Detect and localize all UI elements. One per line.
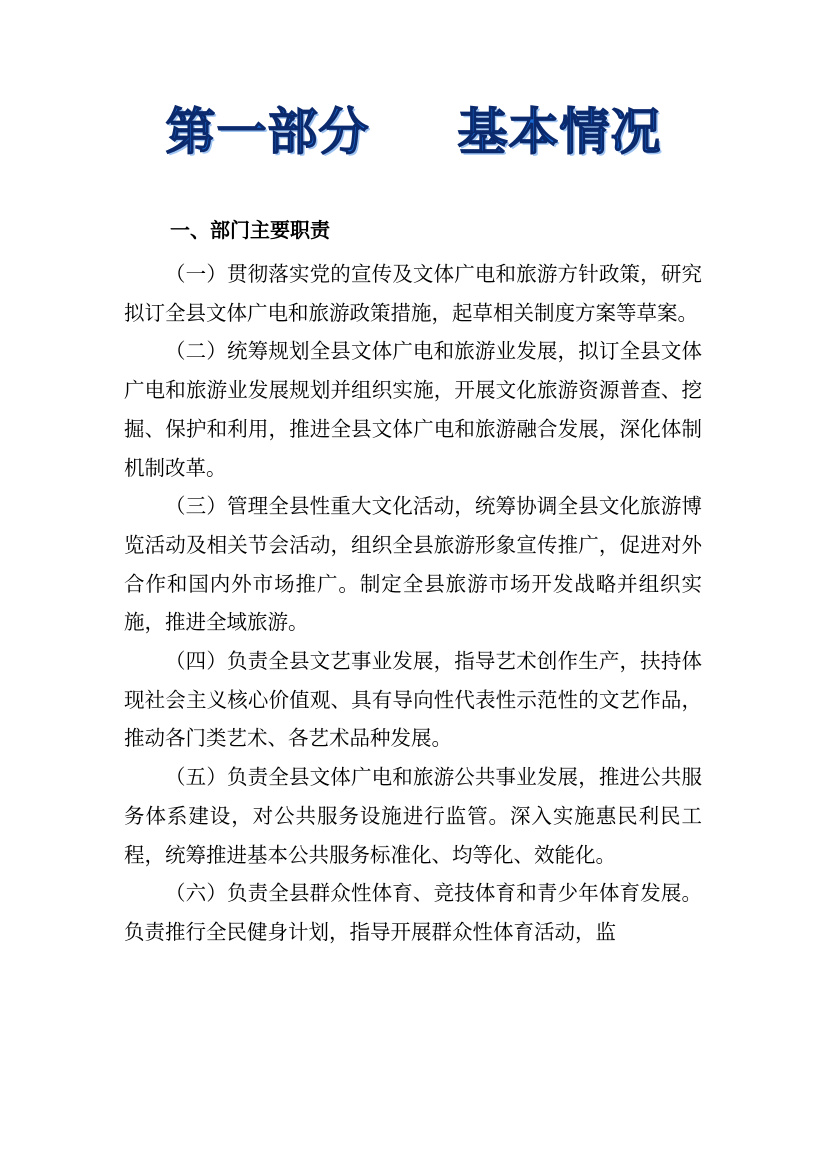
duty-paragraph-2: （二）统筹规划全县文体广电和旅游业发展，拟订全县文体广电和旅游业发展规划并组织实施，开展文化旅游资源普查、挖掘、保护和利用，推进全县文体广电和旅游融合发展，深化体制机制改革。 bbox=[124, 339, 702, 480]
document-body bbox=[124, 255, 702, 952]
title-part: 第一部分 bbox=[165, 103, 370, 161]
duty-paragraph-5: （五）负责全县文体广电和旅游公共事业发展，推进公共服务体系建设，对公共服务设施进行监管。深入实施惠民利民工程，统筹推进基本公共服务标准化、均等化、效能化。 bbox=[124, 765, 702, 867]
title-name: 基本情况 bbox=[457, 103, 662, 161]
duty-paragraph-6: （六）负责全县群众性体育、竞技体育和青少年体育发展。负责推行全民健身计划，指导开展群众性体育活动，监 bbox=[124, 881, 702, 944]
page-title bbox=[0, 100, 827, 164]
duty-paragraph-3: （三）管理全县性重大文化活动，统筹协调全县文化旅游博览活动及相关节会活动，组织全县旅游形象宣传推广，促进对外合作和国内外市场推广。制定全县旅游市场开发战略并组织实施，推进全域旅游。 bbox=[124, 494, 702, 635]
section-heading: 一、部门主要职责 bbox=[170, 218, 330, 242]
duty-paragraph-4: （四）负责全县文艺事业发展，指导艺术创作生产，扶持体现社会主义核心价值观、具有导向性代表性示范性的文艺作品，推动各门类艺术、各艺术品种发展。 bbox=[124, 649, 702, 751]
duty-paragraph-1: （一）贯彻落实党的宣传及文体广电和旅游方针政策，研究拟订全县文体广电和旅游政策措施，起草相关制度方案等草案。 bbox=[124, 262, 702, 325]
